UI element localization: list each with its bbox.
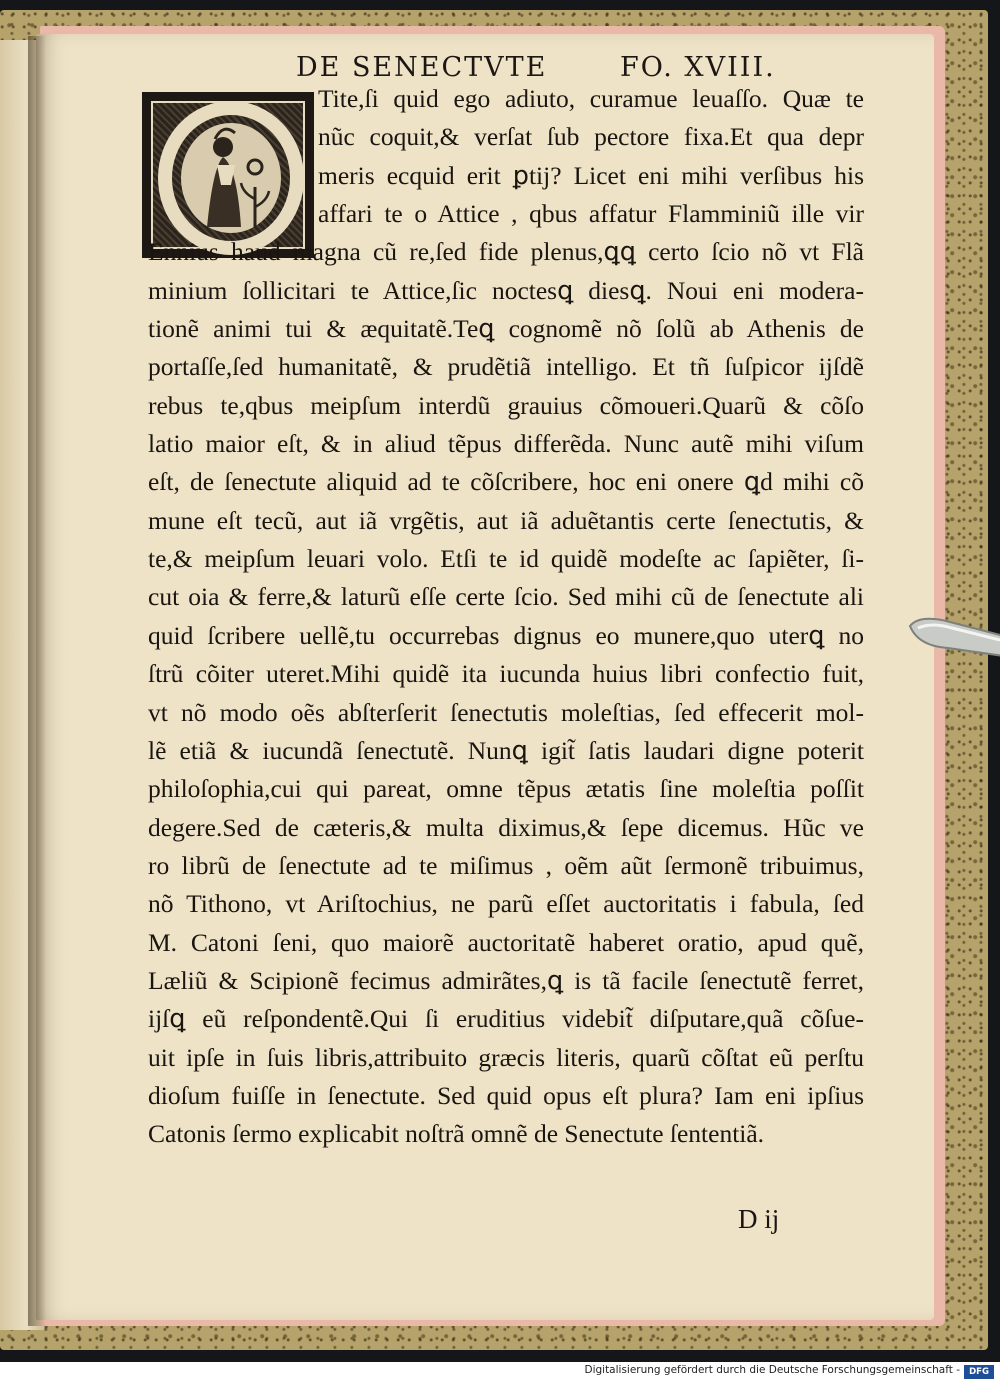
text-line: Ennius haud magna cũ re,ſed fide plenus,ꝗꝗ certo ſcio nõ vt Flã <box>148 237 864 267</box>
text-line: eſt, de ſenectute aliquid ad te cõſcribere, hoc eni onere ꝗd mihi cõ <box>148 467 864 497</box>
folio-number: FO. XVIII. <box>619 52 776 83</box>
page-clip-icon <box>904 608 1000 672</box>
gutter-shadow <box>28 36 46 1326</box>
text-line: tionẽ animi tui & æquitatẽ.Teꝗ cognomẽ nõ ſolũ ab Athenis de <box>148 314 864 344</box>
text-line: Læliũ & Scipionẽ fecimus admirãtes,ꝗ is tã facile ſenectutẽ ferret, <box>148 965 864 995</box>
text-line: nõ Tithono, vt Ariſtochius, ne parũ eſſet auctoritatis i fabula, ſed <box>148 889 864 919</box>
text-line: lẽ etiã & iucundã ſenectutẽ. Nunꝗ igit̃ ſatis laudari digne poterit <box>148 735 864 765</box>
running-head-title: DE SENECTVTE <box>296 52 548 83</box>
text-line: nũc coquit,& verſat ſub pectore fixa.Et qua depr <box>318 122 864 152</box>
text-line: minium ſollicitari te Attice,ſic noctesꝗ diesꝗ. Noui eni modera- <box>148 275 864 305</box>
text-line: cut oia & ferre,& laturũ eſſe certe ſcio. Sed mihi cũ de ſenectute ali <box>148 582 864 612</box>
text-line: te,& meipſum leuari volo. Etſi te id quidẽ modeſte ac ſapiẽter, ſi- <box>148 544 864 574</box>
text-line: quid ſcribere uellẽ,tu occurrebas dignus eo munere,quo uterꝗ no <box>148 620 864 650</box>
text-line: Tite,ſi quid ego adiuto, curamue leuaſſo. Quæ te <box>318 84 864 113</box>
text-line: affari te o Attice , qbus affatur Flamminiũ ille vir <box>318 199 864 229</box>
dfg-logo-icon: DFG <box>964 1365 994 1379</box>
text-line: degere.Sed de cæteris,& multa diximus,& ſepe dicemus. Hũc ve <box>148 812 864 842</box>
text-line: ro librũ de ſenectute ad te miſimus , oẽm aũt ſermonẽ tribuimus, <box>148 850 864 880</box>
text-line: meris ecquid erit ꝑtij? Licet eni mihi verſibus his <box>318 160 864 190</box>
text-line: latio maior eſt, & in aliud tẽpus differẽda. Nunc autẽ mihi viſum <box>148 429 864 459</box>
text-line: Catonis ſermo explicabit noſtrã omnẽ de Senectute ſententiã. <box>148 1119 765 1149</box>
text-line: ſtrũ cõiter uteret.Mihi quidẽ ita iucunda huius libri confectio fuit, <box>148 659 864 689</box>
text-line: portaſſe,ſed humanitatẽ, & prudẽtiã intelligo. Et tñ ſuſpicor ijſdẽ <box>148 352 864 382</box>
footer-credit: Digitalisierung gefördert durch die Deutsche Forschungsgemeinschaft - <box>584 1364 960 1376</box>
body-text <box>148 80 864 1230</box>
text-line: ijſꝗ eũ reſpondentẽ.Qui ſi eruditius videbit̃ diſputare,quã cõſue- <box>148 1004 864 1034</box>
text-line: dioſum fuiſſe in ſenectute. Sed quid opus eſt plura? Iam eni ipſius <box>148 1080 864 1110</box>
text-line: philoſophia,cui qui pareat, omne tẽpus ætatis ſine moleſtia poſſit <box>148 774 864 804</box>
text-line: uit ipſe in ſuis libris,attribuito græcis literis, quarũ cõſtat eũ perſtu <box>148 1042 864 1072</box>
text-line: M. Catoni ſeni, quo maiorẽ auctoritatẽ haberet oratio, apud quẽ, <box>148 927 864 957</box>
text-line: vt nõ modo oẽs abſterſerit ſenectutis moleſtias, ſed effecerit mol- <box>148 697 864 727</box>
signature-mark: D ij <box>738 1204 780 1234</box>
footer-bar <box>0 1362 1000 1382</box>
text-line: rebus te,qbus meipſum interdũ grauius cõmoueri.Quarũ & cõſo <box>148 390 864 420</box>
text-line: mune eſt tecũ, aut iã vrgẽtis, aut iã aduẽtantis certe ſenectutis, & <box>148 505 864 535</box>
